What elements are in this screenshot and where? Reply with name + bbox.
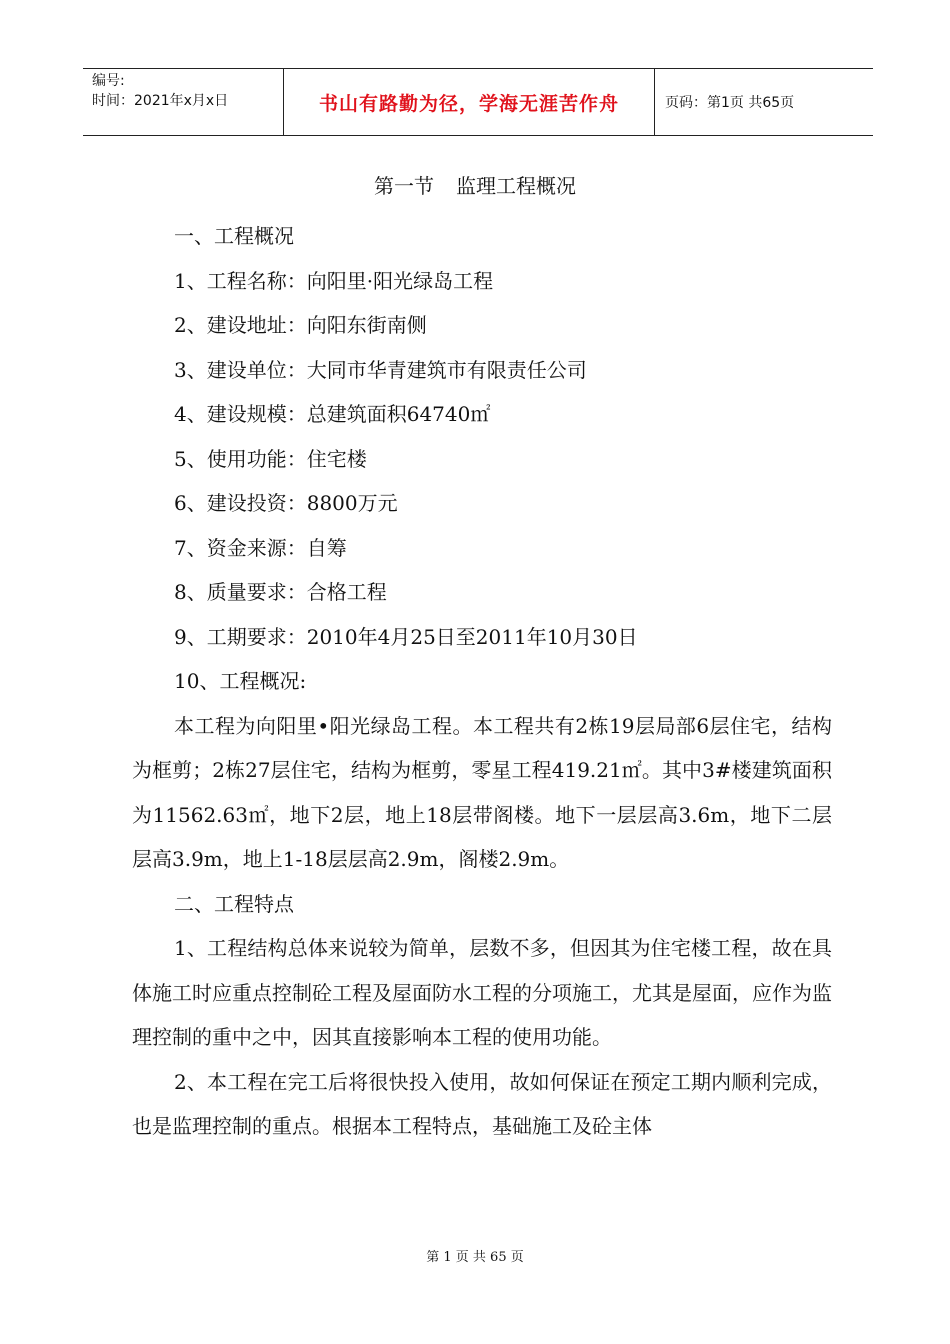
section-title-text: 监理工程概况 (456, 174, 576, 198)
project-scale: 4、建设规模：总建筑面积64740㎡ (174, 402, 491, 426)
document-body (132, 214, 832, 1149)
header-meta (83, 69, 284, 135)
project-quality: 8、质量要求：合格工程 (174, 580, 387, 604)
heading-features: 二、工程特点 (174, 891, 294, 916)
feature-paragraph-2: 2、本工程在完工后将很快投入使用，故如何保证在预定工期内顺利完成，也是监理控制的重点。根据本工程特点，基础施工及砼主体 (132, 1069, 832, 1138)
feature-paragraph-1: 1、工程结构总体来说较为简单，层数不多，但因其为住宅楼工程，故在具体施工时应重点控制砼工程及屋面防水工程的分项施工，尤其是屋面，应作为监理控制的重中之中，因其直接影响本工程的使用功能。 (132, 936, 832, 1049)
page-footer: 第 1 页 共 65 页 (426, 1250, 524, 1265)
project-schedule: 9、工期要求：2010年4月25日至2011年10月30日 (174, 624, 638, 649)
project-address: 2、建设地址：向阳东街南侧 (174, 313, 427, 337)
project-funding: 7、资金来源：自筹 (174, 535, 347, 560)
document-time-label: 时间：2021年x月x日 (92, 93, 229, 109)
page-header (83, 68, 873, 136)
section-title-number: 第一节 (374, 174, 434, 198)
heading-overview: 一、工程概况 (174, 224, 294, 248)
section-title (0, 171, 950, 201)
project-investment: 6、建设投资：8800万元 (174, 491, 398, 515)
project-function: 5、使用功能：住宅楼 (174, 446, 367, 471)
document-number-label: 编号: (92, 73, 125, 89)
project-summary-paragraph: 本工程为向阳里•阳光绿岛工程。本工程共有2栋19层局部6层住宅，结构为框剪；2栋27层住宅，结构为框剪，零星工程419.21㎡。其中3#楼建筑面积为11562.63㎡，地下2层，地上18层带阁楼。地下一层层高3.6m，地下二层层高3.9m，地上1-18层层高2.9m，阁楼2.9m。 (132, 713, 832, 871)
project-name: 1、工程名称：向阳里·阳光绿岛工程 (174, 268, 494, 293)
header-page-number: 页码：第1页 共65页 (665, 95, 795, 111)
project-owner: 3、建设单位：大同市华青建筑市有限责任公司 (174, 357, 587, 382)
project-summary-heading: 10、工程概况: (174, 669, 307, 693)
header-slogan: 书山有路勤为径，学海无涯苦作舟 (284, 69, 655, 135)
